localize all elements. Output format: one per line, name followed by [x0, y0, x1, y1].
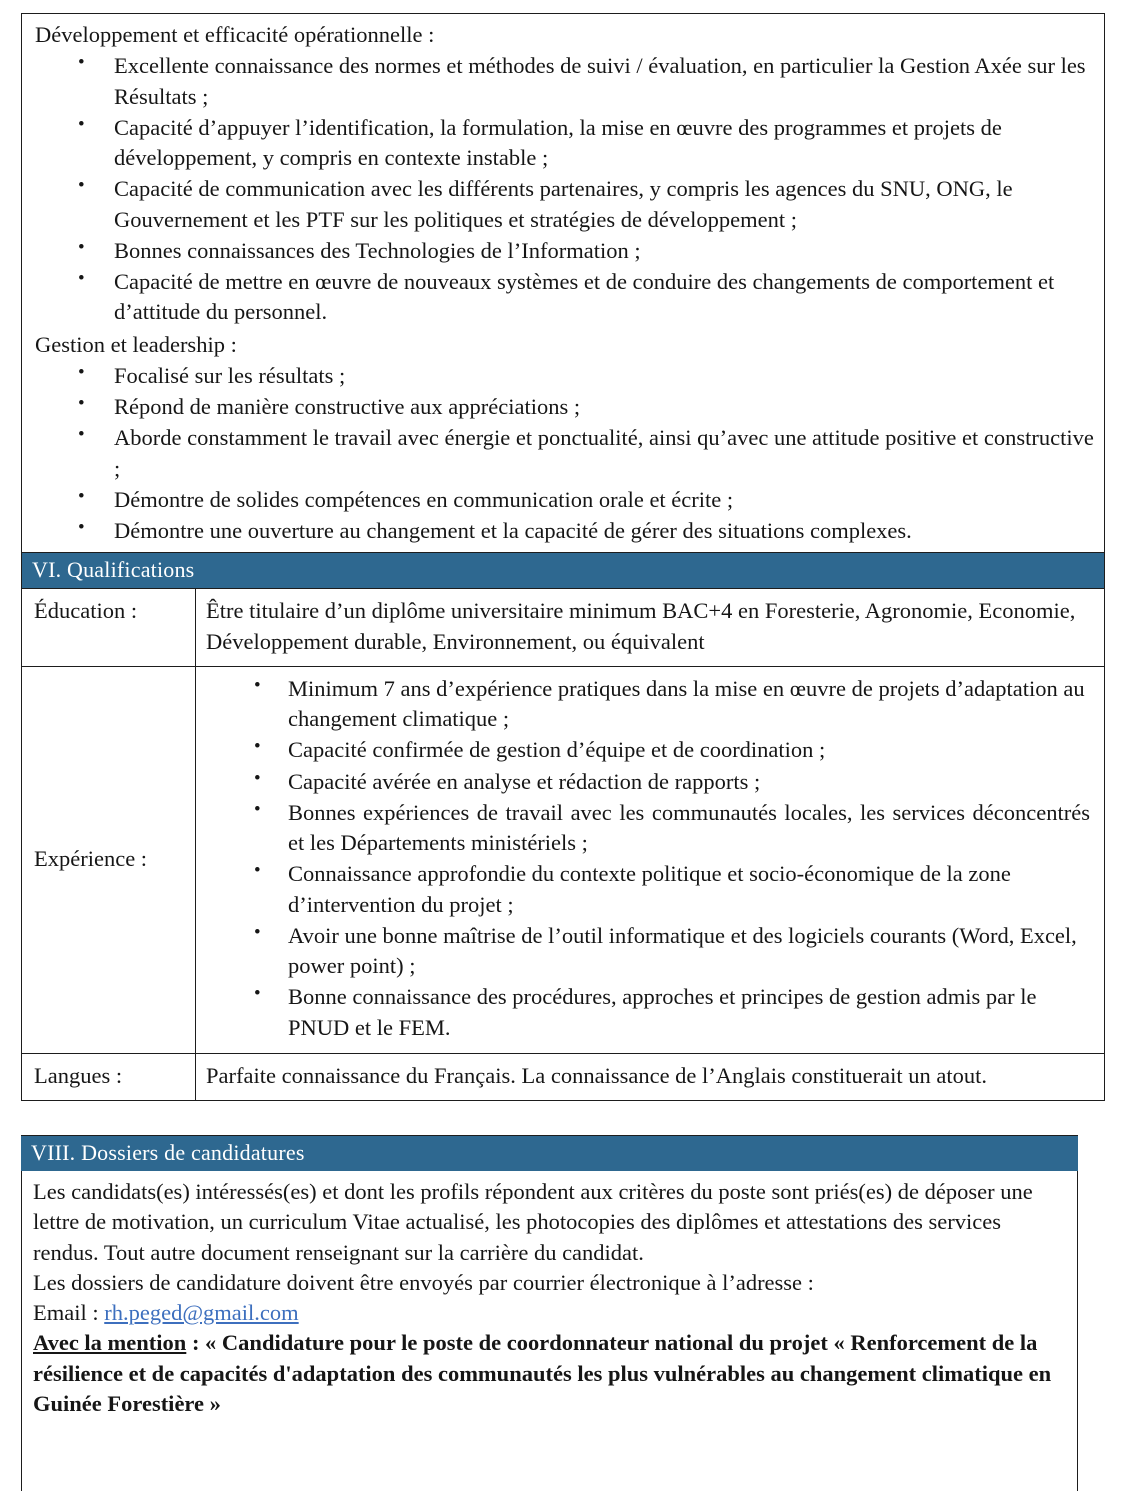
education-text: Être titulaire d’un diplôme universitaire minimum BAC+4 en Foresterie, Agronomie, Economie, Développement durable, Environnement, ou équivalent: [206, 598, 1076, 654]
applications-section: [21, 1135, 1078, 1491]
list-item: • Capacité avérée en analyse et rédaction de rapports ;: [206, 767, 1090, 797]
row-label-languages: Langues :: [22, 1054, 196, 1100]
list-item: • Capacité d’appuyer l’identification, la formulation, la mise en œuvre des programmes et projets de développement, y compris en contexte instable ;: [32, 113, 1094, 174]
mention-text: : « Candidature pour le poste de coordonnateur national du projet « Renforcement de la résilience et de capacités d'adaptation des communautés les plus vulnérables au changement climatique en Guinée Forestière »: [33, 1330, 1052, 1416]
experience-list: [206, 674, 1090, 1043]
list-item: • Démontre une ouverture au changement et la capacité de gérer des situations complexes.: [32, 516, 1094, 546]
qualifications-table: [21, 13, 1105, 1101]
list-item: • Excellente connaissance des normes et méthodes de suivi / évaluation, en particulier la Gestion Axée sur les Résultats ;: [32, 51, 1094, 112]
competency-list-operational: [32, 51, 1094, 327]
group-heading: Développement et efficacité opérationnelle :: [35, 22, 435, 47]
row-label-education: Éducation :: [22, 589, 196, 666]
table-row-education: [22, 589, 1104, 667]
row-value-education: [196, 589, 1104, 666]
list-item: • Capacité de mettre en œuvre de nouveaux systèmes et de conduire des changements de comportement et d’attitude du personnel.: [32, 267, 1094, 328]
applications-body: [21, 1171, 1078, 1491]
list-item: • Minimum 7 ans d’expérience pratiques dans la mise en œuvre de projets d’adaptation au changement climatique ;: [206, 674, 1090, 735]
list-item: • Connaissance approfondie du contexte politique et socio-économique de la zone d’intervention du projet ;: [206, 859, 1090, 920]
row-value-languages: [196, 1054, 1104, 1100]
competency-group-leadership: [32, 330, 1094, 547]
list-item: • Capacité confirmée de gestion d’équipe et de coordination ;: [206, 735, 1090, 765]
table-row-experience: [22, 667, 1104, 1054]
mention-label: Avec la mention: [33, 1330, 187, 1356]
email-label: Email :: [33, 1300, 99, 1325]
table-row-languages: [22, 1054, 1104, 1100]
row-value-experience: [196, 667, 1104, 1053]
email-link[interactable]: rh.peged@gmail.com: [104, 1300, 299, 1325]
list-item: • Avoir une bonne maîtrise de l’outil informatique et des logiciels courants (Word, Excel, power point) ;: [206, 921, 1090, 982]
competency-group-operational: [32, 20, 1094, 328]
competency-list-leadership: [32, 361, 1094, 547]
section-header-applications: VIII. Dossiers de candidatures: [21, 1135, 1078, 1171]
list-item: • Aborde constamment le travail avec énergie et ponctualité, ainsi qu’avec une attitude positive et constructive ;: [32, 423, 1094, 484]
list-item: • Démontre de solides compétences en communication orale et écrite ;: [32, 485, 1094, 515]
applications-email-line: [33, 1298, 1065, 1328]
list-item: • Bonnes expériences de travail avec les communautés locales, les services déconcentrés et les Départements ministériels ;: [206, 798, 1090, 859]
list-item: • Répond de manière constructive aux appréciations ;: [32, 392, 1094, 422]
list-item: • Bonnes connaissances des Technologies de l’Information ;: [32, 236, 1094, 266]
applications-paragraph-2: Les dossiers de candidature doivent être envoyés par courrier électronique à l’adresse :: [33, 1269, 814, 1295]
list-item: • Focalisé sur les résultats ;: [32, 361, 1094, 391]
group-heading: Gestion et leadership :: [35, 331, 237, 357]
section-header-qualifications: VI. Qualifications: [22, 552, 1104, 589]
list-item: • Capacité de communication avec les différents partenaires, y compris les agences du SNU, ONG, le Gouvernement et les PTF sur les politiques et stratégies de développement ;: [32, 174, 1094, 235]
row-label-experience: Expérience :: [22, 667, 196, 1053]
competencies-block: [22, 14, 1104, 552]
applications-mention-line: [33, 1328, 1065, 1419]
languages-text: Parfaite connaissance du Français. La connaissance de l’Anglais constituerait un atout.: [206, 1062, 987, 1088]
applications-paragraph-1: Les candidats(es) intéressés(es) et dont les profils répondent aux critères du poste sont priés(es) de déposer une lettre de motivation, un curriculum Vitae actualisé, les photocopies des diplômes et attestations des services rendus. Tout autre document renseignant sur la carrière du candidat.: [33, 1179, 1033, 1265]
list-item: • Bonne connaissance des procédures, approches et principes de gestion admis par le PNUD et le FEM.: [206, 982, 1090, 1043]
